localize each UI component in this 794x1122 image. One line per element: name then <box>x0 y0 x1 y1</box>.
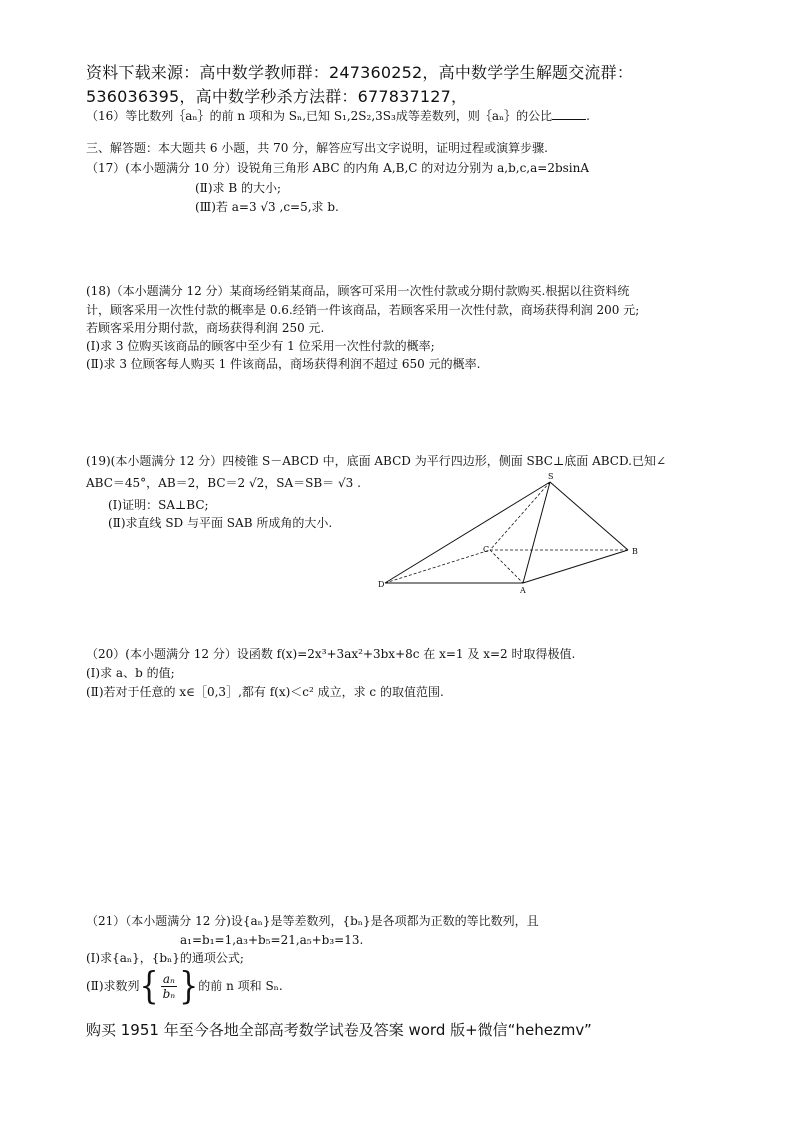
pyramid-figure <box>370 470 660 600</box>
right-brace: } <box>179 964 199 1008</box>
vertex-label-B: B <box>632 547 638 556</box>
question-16: （16）等比数列｛aₙ｝的前 n 项和为 Sₙ,已知 S₁,2S₂,3S₃成等差数列，则｛aₙ｝的公比 . <box>86 109 590 123</box>
question-18-part-1: (Ⅰ)求 3 位购买该商品的顾客中至少有 1 位采用一次性付款的概率; <box>86 339 435 353</box>
left-brace: { <box>139 964 159 1008</box>
edge-AB <box>523 550 628 583</box>
footer-ad: 购买 1951 年至今各地全部高考数学试卷及答案 word 版+微信“hehezmv” <box>86 1021 592 1039</box>
edge-CA <box>490 550 523 583</box>
answer-blank <box>552 107 586 120</box>
header-line-2: 536036395，高中数学秒杀方法群：677837127， <box>86 87 468 106</box>
edge-DC <box>385 550 490 583</box>
question-17-stem: （17）(本小题满分 10 分）设锐角三角形 ABC 的内角 A,B,C 的对边分别为 a,b,c,a=2bsinA <box>86 161 590 175</box>
edge-SD <box>385 482 550 583</box>
vertex-label-D: D <box>378 580 385 589</box>
fraction-an-over-bn: $\frac{\text{aₙ}}{\text{bₙ}}$ <box>162 972 176 1001</box>
edge-SB <box>550 482 628 550</box>
question-19-part-1: (Ⅰ)证明：SA⊥BC; <box>108 498 209 512</box>
vertex-label-C: C <box>483 545 490 554</box>
vertex-label-S: S <box>548 472 554 481</box>
question-18-line-3: 若顾客采用分期付款，商场获得利润 250 元. <box>86 321 325 335</box>
section-3-title: 三、解答题：本大题共 6 小题，共 70 分，解答应写出文字说明，证明过程或演算步骤. <box>86 141 548 155</box>
question-21-stem: （21）（本小题满分 12 分)设{aₙ}是等差数列，{bₙ}是各项都为正数的等比数列，且 <box>86 914 539 928</box>
question-21-part-1: (Ⅰ)求{aₙ}，{bₙ}的通项公式; <box>86 951 244 965</box>
question-16-text: （16）等比数列｛aₙ｝的前 n 项和为 Sₙ,已知 S₁,2S₂,3S₃成等差数列，则｛aₙ｝的公比 <box>86 109 553 123</box>
question-18-line-2: 计，顾客采用一次性付款的概率是 0.6.经销一件该商品，若顾客采用一次性付款，商场获得利润 200 元; <box>86 303 640 317</box>
question-20-part-1: (Ⅰ)求 a、b 的值; <box>86 666 175 680</box>
question-19-line-1: (19)(本小题满分 12 分）四棱锥 S－ABCD 中，底面 ABCD 为平行四边形，侧面 SBC⊥底面 ABCD.已知∠ <box>86 454 667 468</box>
question-17-part-1: (Ⅱ)求 B 的大小; <box>195 181 282 195</box>
header-line-1: 资料下载来源：高中数学教师群：247360252，高中数学学生解题交流群： <box>86 63 634 82</box>
question-18-line-1: (18)（本小题满分 12 分）某商场经销某商品，顾客可采用一次性付款或分期付款购买.根据以往资料统 <box>86 284 630 298</box>
question-20-stem: （20）(本小题满分 12 分）设函数 f(x)=2x³+3ax²+3bx+8c 在 x=1 及 x=2 时取得极值. <box>86 647 576 661</box>
vertex-label-A: A <box>520 586 526 595</box>
question-21-part-2: (Ⅱ)求数列{ $\frac{\text{aₙ}}{\text{bₙ}}$ }的前 n 项和 Sₙ. <box>86 964 283 1008</box>
question-18-part-2: (Ⅱ)求 3 位顾客每人购买 1 件该商品，商场获得利润不超过 650 元的概率. <box>86 357 481 371</box>
question-17-part-2: (Ⅲ)若 a=3 √3 ,c=5,求 b. <box>195 200 339 214</box>
question-20-part-2: (Ⅱ)若对于任意的 x∈［0,3］,都有 f(x)＜c² 成立，求 c 的取值范围. <box>86 685 444 699</box>
question-19-part-2: (Ⅱ)求直线 SD 与平面 SAB 所成角的大小. <box>108 516 333 530</box>
question-19-line-2: ABC＝45°，AB＝2，BC＝2 √2，SA＝SB＝ √3 . <box>86 476 361 490</box>
question-21-condition: a₁=b₁=1,a₃+b₅=21,a₅+b₃=13. <box>180 933 364 947</box>
